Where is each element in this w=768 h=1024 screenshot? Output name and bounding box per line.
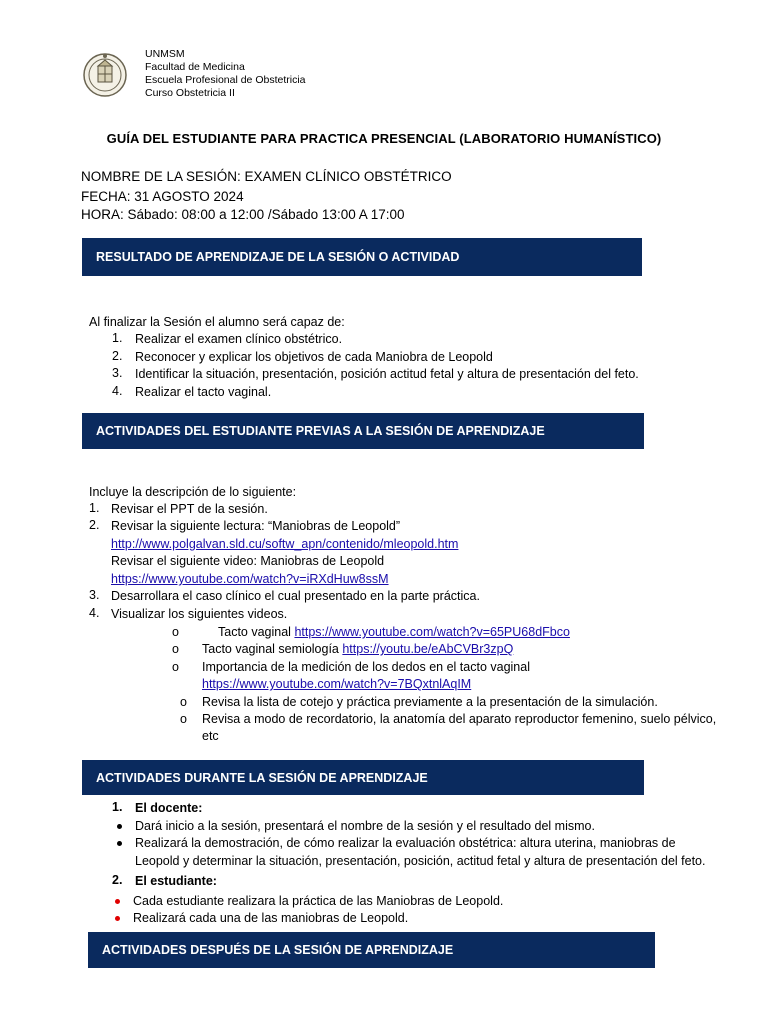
teacher-item-demo-cont: Leopold y determinar la situación, presentación, posición, actitud fetal y altura de presentación del feto.: [135, 854, 706, 868]
session-date: FECHA: 31 AGOSTO 2024: [81, 189, 244, 204]
sub-bullet: o: [172, 660, 179, 674]
section-heading-after-activities: ACTIVIDADES DESPUÉS DE LA SESIÓN DE APRENDIZAJE: [88, 932, 655, 968]
leopold-video-link[interactable]: https://www.youtube.com/watch?v=iRXdHuw8ssM: [111, 572, 389, 586]
university-seal-icon: [80, 50, 130, 98]
red-bullet: [115, 916, 120, 921]
section-heading-during-activities: ACTIVIDADES DURANTE LA SESIÓN DE APRENDIZAJE: [82, 760, 644, 795]
list-number: 3.: [89, 588, 100, 602]
list-number: 1.: [112, 800, 123, 814]
medicion-link[interactable]: https://www.youtube.com/watch?v=7BQxtnlAqIM: [202, 677, 472, 691]
pre-activity-reading: Revisar la siguiente lectura: “Maniobras de Leopold”: [111, 519, 401, 533]
review-anatomy-cont: etc: [202, 729, 219, 743]
section-heading-pre-activities: ACTIVIDADES DEL ESTUDIANTE PREVIAS A LA SESIÓN DE APRENDIZAJE: [82, 413, 644, 449]
header-faculty: Facultad de Medicina: [145, 61, 245, 73]
list-number: 2.: [89, 518, 100, 532]
teacher-item-start: Dará inicio a la sesión, presentará el nombre de la sesión y el resultado del mismo.: [135, 819, 595, 833]
teacher-item-demo: Realizará la demostración, de cómo realizar la evaluación obstétrica: altura uterina, maniobras de: [135, 836, 676, 850]
bullet: [117, 841, 122, 846]
review-anatomy: Revisa a modo de recordatorio, la anatomía del aparato reproductor femenino, suelo pélvico,: [202, 712, 717, 726]
pre-activity-case: Desarrollara el caso clínico el cual presentado en la parte práctica.: [111, 589, 480, 603]
document-title: GUÍA DEL ESTUDIANTE PARA PRACTICA PRESENCIAL (LABORATORIO HUMANÍSTICO): [106, 131, 662, 146]
student-item-maneuvers: Realizará cada una de las maniobras de Leopold.: [133, 911, 409, 925]
teacher-label: El docente:: [135, 801, 203, 815]
header-course: Curso Obstetricia II: [145, 87, 235, 99]
tacto-vaginal-link[interactable]: https://www.youtube.com/watch?v=65PU68dFbco: [294, 625, 570, 639]
red-bullet: [115, 899, 120, 904]
list-number: 2.: [112, 873, 123, 887]
bullet: [117, 824, 122, 829]
video-item-semiologia: Tacto vaginal semiología https://youtu.be/eAbCVBr3zpQ: [202, 642, 514, 656]
semiologia-link[interactable]: https://youtu.be/eAbCVBr3zpQ: [342, 642, 514, 656]
sub-bullet: o: [180, 695, 187, 709]
video-item-medicion: Importancia de la medición de los dedos en el tacto vaginal: [202, 660, 530, 674]
sub-bullet: o: [180, 712, 187, 726]
header-university: UNMSM: [145, 48, 185, 60]
pre-activities-intro: Incluye la descripción de lo siguiente:: [89, 485, 297, 499]
student-label: El estudiante:: [135, 874, 217, 888]
section-heading-learning-outcome: RESULTADO DE APRENDIZAJE DE LA SESIÓN O ACTIVIDAD: [82, 238, 642, 276]
session-time: HORA: Sábado: 08:00 a 12:00 /Sábado 13:00 A 17:00: [81, 207, 405, 222]
sub-bullet: o: [172, 625, 179, 639]
video-item-tacto-vaginal: Tacto vaginal https://www.youtube.com/watch?v=65PU68dFbco: [218, 625, 570, 639]
list-number: 1.: [89, 501, 100, 515]
learning-outcome-intro: Al finalizar la Sesión el alumno será capaz de:: [89, 315, 345, 329]
pre-activity-videos: Visualizar los siguientes videos.: [111, 607, 288, 621]
student-item-practice: Cada estudiante realizara la práctica de las Maniobras de Leopold.: [133, 894, 504, 908]
pre-activity-video: Revisar el siguiente video: Maniobras de Leopold: [111, 554, 385, 568]
review-checklist: Revisa la lista de cotejo y práctica previamente a la presentación de la simulación.: [202, 695, 658, 709]
session-name: NOMBRE DE LA SESIÓN: EXAMEN CLÍNICO OBSTÉTRICO: [81, 169, 452, 184]
header-school: Escuela Profesional de Obstetricia: [145, 74, 306, 86]
pre-activity-ppt: Revisar el PPT de la sesión.: [111, 502, 268, 516]
sub-bullet: o: [172, 642, 179, 656]
leopold-reading-link[interactable]: http://www.polgalvan.sld.cu/softw_apn/contenido/mleopold.htm: [111, 537, 459, 551]
list-number: 4.: [89, 606, 100, 620]
